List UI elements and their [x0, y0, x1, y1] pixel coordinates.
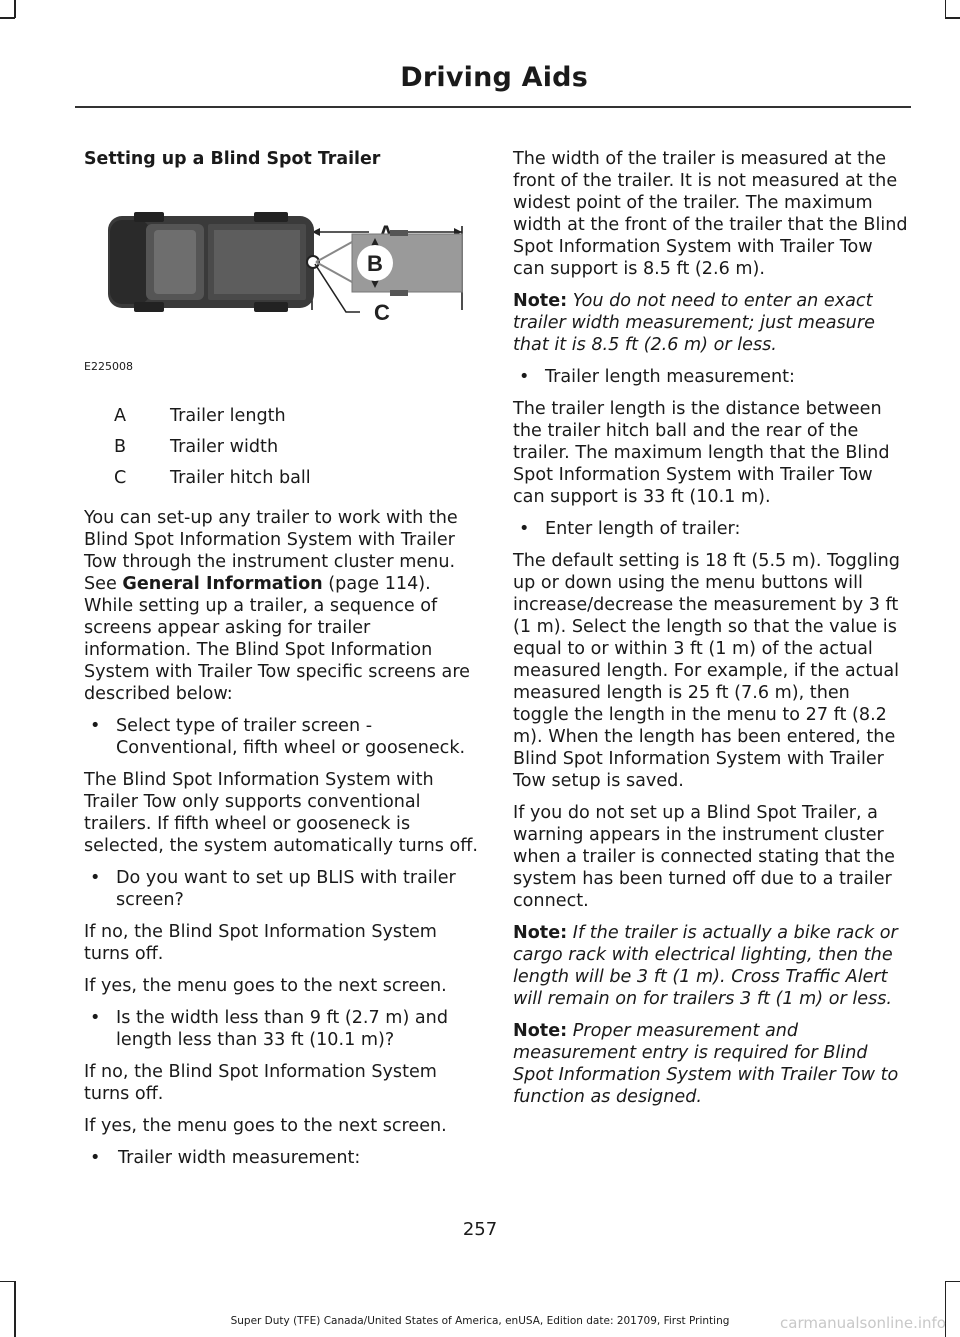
header-divider	[75, 106, 911, 108]
figure-legend	[84, 400, 478, 493]
paragraph: If no, the Blind Spot Information System turns off.	[84, 1062, 437, 1104]
crop-mark-top-left-h	[0, 17, 15, 19]
paragraph: The Blind Spot Information System with Trailer Tow only supports conventional trailers. If fifth wheel or gooseneck is selected, the system automatically turns off.	[84, 770, 479, 856]
note	[513, 1020, 909, 1108]
bullet-icon: •	[519, 367, 530, 387]
note	[513, 290, 909, 356]
bullet-icon: •	[90, 1148, 101, 1168]
bullet-item	[513, 518, 909, 540]
bullet-text: Trailer length measurement:	[545, 367, 795, 387]
paragraph: If yes, the menu goes to the next screen.	[84, 1116, 447, 1136]
paragraph: The default setting is 18 ft (5.5 m). Toggling up or down using the menu buttons will increase/decrease the measurement by 3 ft (1 m). Select the length so that the value is equal to or within 3 ft (1 m) of the actual measured length. For example, if the actual measured length is 25 ft (7.6 m), then toggle the length in the menu to 27 ft (8.2 m). When the length has been entered, the Blind Spot Information System with Trailer Tow setup is saved.	[513, 551, 900, 791]
bullet-icon: •	[90, 716, 101, 736]
paragraph: If yes, the menu goes to the next screen.	[84, 976, 447, 996]
legend-label: Trailer width	[170, 436, 279, 457]
bullet-text: Enter length of trailer:	[545, 519, 741, 539]
page-header-title: Driving Aids	[400, 62, 588, 93]
bullet-item	[84, 715, 478, 759]
legend-key: A	[114, 405, 127, 426]
crop-mark-bottom-left-h	[0, 1281, 15, 1283]
bullet-item	[84, 1147, 478, 1169]
page-number: 257	[462, 1219, 498, 1240]
trailer-diagram	[84, 192, 478, 382]
bullet-icon: •	[90, 1008, 101, 1028]
paragraph: If you do not set up a Blind Spot Trailer, a warning appears in the instrument cluster when a trailer is connected stating that the system has been turned off due to a trailer connect.	[513, 803, 895, 911]
note-label: Note:	[513, 291, 568, 311]
legend-label: Trailer hitch ball	[170, 467, 311, 488]
bullet-item	[513, 366, 909, 388]
cross-reference-link[interactable]: General Information	[122, 574, 323, 594]
crop-mark-bottom-right-h	[945, 1281, 960, 1283]
right-column	[513, 148, 909, 1118]
trailer-diagram-svg	[84, 192, 478, 382]
paragraph: The width of the trailer is measured at the front of the trailer. It is not measured at the widest point of the trailer. The maximum width at the front of the trailer that the Blind Spot Information System with Trailer Tow can support is 8.5 ft (2.6 m).	[513, 149, 908, 279]
callout-b: B	[367, 251, 383, 276]
note-label: Note:	[513, 1021, 568, 1041]
paragraph: If no, the Blind Spot Information System turns off.	[84, 922, 437, 964]
paragraph: The trailer length is the distance between the trailer hitch ball and the rear of the trailer. The maximum length that the Blind Spot Information System with Trailer Tow can support is 33 ft (10.1 m).	[513, 399, 890, 507]
bullet-text: Do you want to set up BLIS with trailer screen?	[116, 868, 456, 910]
note	[513, 922, 909, 1010]
legend-label: Trailer length	[170, 405, 286, 426]
note-label: Note:	[513, 923, 568, 943]
callout-c: C	[374, 300, 390, 325]
crop-mark-top-left	[14, 0, 16, 18]
legend-key: C	[114, 467, 127, 488]
note-text: Proper measurement and measurement entry is required for Blind Spot Information System with Trailer Tow to function as designed.	[513, 1021, 899, 1107]
crop-mark-bottom-left	[14, 1281, 16, 1337]
watermark: carmanualsonline.info	[780, 1314, 946, 1332]
section-heading: Setting up a Blind Spot Trailer	[84, 149, 381, 169]
bullet-item	[84, 1007, 478, 1051]
note-text: You do not need to enter an exact trailer width measurement; just measure that it is 8.5 ft (2.6 m) or less.	[513, 291, 875, 355]
footer-edition-info: Super Duty (TFE) Canada/United States of America, enUSA, Edition date: 201709, First Printing	[230, 1315, 730, 1327]
crop-mark-top-right	[945, 0, 947, 18]
note-text: If the trailer is actually a bike rack or cargo rack with electrical lighting, then the length will be 3 ft (1 m). Cross Traffic Alert will remain on for trailers 3 ft (1 m) or less.	[513, 923, 898, 1009]
bullet-item	[84, 867, 478, 911]
bullet-icon: •	[519, 519, 530, 539]
bullet-icon: •	[90, 868, 101, 888]
crop-mark-top-right-h	[945, 17, 960, 19]
paragraph-text: You can set-up any trailer to work with the Blind Spot Information System with Trailer Tow through the instrument cluster menu. See	[84, 508, 458, 594]
left-column	[84, 148, 478, 1179]
paragraph-text: (page 114). While setting up a trailer, a sequence of screens appear asking for trailer information. The Blind Spot Information System with Trailer Tow specific screens are described below:	[84, 574, 470, 704]
legend-row	[84, 462, 478, 493]
bullet-text: Trailer width measurement:	[118, 1148, 361, 1168]
paragraph	[84, 507, 478, 705]
bullet-text: Select type of trailer screen - Conventional, fifth wheel or gooseneck.	[116, 716, 466, 758]
legend-key: B	[114, 436, 127, 457]
legend-row	[84, 400, 478, 431]
figure-code: E225008	[84, 360, 133, 373]
bullet-text: Is the width less than 9 ft (2.7 m) and length less than 33 ft (10.1 m)?	[116, 1008, 449, 1050]
pickup-truck	[108, 212, 314, 312]
legend-row	[84, 431, 478, 462]
